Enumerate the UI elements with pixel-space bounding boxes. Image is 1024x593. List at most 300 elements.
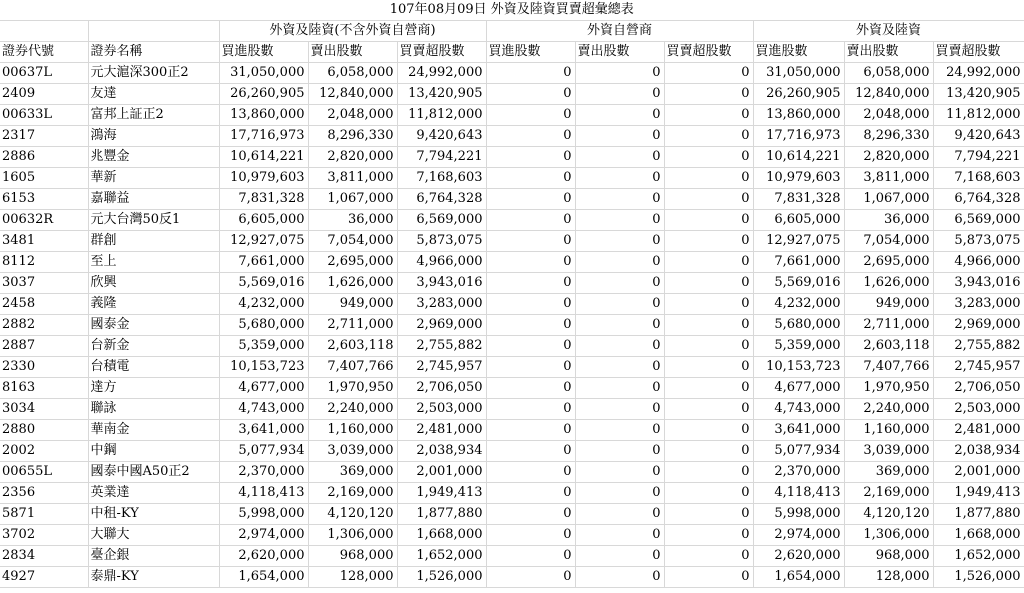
- cell-value: 7,168,603: [933, 168, 1024, 189]
- cell-value: 0: [575, 252, 664, 273]
- cell-value: 1,626,000: [308, 273, 397, 294]
- table-title: 107年08月09日 外資及陸資買賣超彙總表: [0, 0, 1024, 21]
- cell-value: 0: [486, 189, 575, 210]
- cell-value: 1,970,950: [844, 378, 933, 399]
- cell-code: 3034: [0, 399, 88, 420]
- cell-value: 1,067,000: [308, 189, 397, 210]
- cell-value: 0: [575, 525, 664, 546]
- cell-value: 1,652,000: [397, 546, 486, 567]
- cell-value: 2,695,000: [308, 252, 397, 273]
- cell-value: 0: [486, 105, 575, 126]
- cell-value: 2,745,957: [397, 357, 486, 378]
- cell-code: 4927: [0, 567, 88, 588]
- cell-value: 0: [664, 399, 753, 420]
- cell-value: 3,283,000: [933, 294, 1024, 315]
- cell-value: 31,050,000: [753, 63, 844, 84]
- cell-value: 6,569,000: [397, 210, 486, 231]
- table-row: [0, 420, 1024, 441]
- table-row: [0, 462, 1024, 483]
- cell-value: 10,153,723: [219, 357, 308, 378]
- cell-name: 至上: [88, 252, 219, 273]
- cell-value: 1,067,000: [844, 189, 933, 210]
- cell-name: 台積電: [88, 357, 219, 378]
- cell-value: 13,420,905: [397, 84, 486, 105]
- cell-value: 1,526,000: [933, 567, 1024, 588]
- cell-value: 4,232,000: [753, 294, 844, 315]
- cell-name: 嘉聯益: [88, 189, 219, 210]
- table-row: [0, 525, 1024, 546]
- cell-value: 13,860,000: [753, 105, 844, 126]
- cell-value: 17,716,973: [219, 126, 308, 147]
- table-row: [0, 105, 1024, 126]
- cell-value: 2,711,000: [308, 315, 397, 336]
- cell-value: 1,949,413: [933, 483, 1024, 504]
- cell-value: 0: [575, 399, 664, 420]
- cell-value: 0: [575, 357, 664, 378]
- cell-code: 2330: [0, 357, 88, 378]
- cell-value: 0: [575, 63, 664, 84]
- cell-value: 128,000: [308, 567, 397, 588]
- cell-value: 0: [486, 147, 575, 168]
- cell-code: 6153: [0, 189, 88, 210]
- cell-code: 2409: [0, 84, 88, 105]
- table-row: [0, 63, 1024, 84]
- group-spacer: [88, 21, 219, 42]
- cell-value: 2,481,000: [933, 420, 1024, 441]
- cell-value: 2,603,118: [308, 336, 397, 357]
- cell-value: 6,058,000: [844, 63, 933, 84]
- cell-name: 元大滬深300正2: [88, 63, 219, 84]
- cell-value: 4,966,000: [933, 252, 1024, 273]
- group-header-total: 外資及陸資: [753, 21, 1024, 42]
- table-row: [0, 336, 1024, 357]
- cell-value: 0: [575, 210, 664, 231]
- cell-value: 0: [664, 294, 753, 315]
- cell-value: 5,359,000: [219, 336, 308, 357]
- cell-value: 12,927,075: [753, 231, 844, 252]
- cell-value: 24,992,000: [933, 63, 1024, 84]
- table-row: [0, 231, 1024, 252]
- cell-value: 3,283,000: [397, 294, 486, 315]
- cell-value: 4,677,000: [753, 378, 844, 399]
- cell-value: 369,000: [308, 462, 397, 483]
- group-header-foreign-excl: 外資及陸資(不含外資自營商): [219, 21, 486, 42]
- cell-name: 友達: [88, 84, 219, 105]
- cell-value: 0: [664, 378, 753, 399]
- cell-name: 欣興: [88, 273, 219, 294]
- cell-name: 台新金: [88, 336, 219, 357]
- cell-value: 0: [486, 126, 575, 147]
- cell-value: 6,764,328: [933, 189, 1024, 210]
- cell-value: 2,969,000: [933, 315, 1024, 336]
- column-header-row: [0, 42, 1024, 63]
- cell-value: 0: [486, 378, 575, 399]
- cell-value: 0: [486, 462, 575, 483]
- cell-value: 5,569,016: [219, 273, 308, 294]
- cell-value: 10,979,603: [753, 168, 844, 189]
- cell-value: 10,614,221: [219, 147, 308, 168]
- cell-value: 11,812,000: [397, 105, 486, 126]
- cell-value: 6,605,000: [219, 210, 308, 231]
- cell-value: 1,306,000: [308, 525, 397, 546]
- cell-value: 0: [486, 504, 575, 525]
- cell-value: 2,745,957: [933, 357, 1024, 378]
- cell-value: 2,503,000: [933, 399, 1024, 420]
- cell-value: 9,420,643: [933, 126, 1024, 147]
- cell-value: 0: [664, 231, 753, 252]
- cell-value: 3,811,000: [844, 168, 933, 189]
- cell-code: 2834: [0, 546, 88, 567]
- cell-value: 17,716,973: [753, 126, 844, 147]
- cell-value: 2,695,000: [844, 252, 933, 273]
- cell-code: 2317: [0, 126, 88, 147]
- cell-value: 0: [486, 252, 575, 273]
- cell-value: 2,240,000: [308, 399, 397, 420]
- cell-value: 1,877,880: [933, 504, 1024, 525]
- cell-name: 華南金: [88, 420, 219, 441]
- cell-value: 1,526,000: [397, 567, 486, 588]
- cell-value: 0: [664, 126, 753, 147]
- cell-value: 4,743,000: [219, 399, 308, 420]
- cell-code: 3037: [0, 273, 88, 294]
- column-header: 買進股數: [753, 42, 844, 63]
- cell-code: 5871: [0, 504, 88, 525]
- cell-value: 1,652,000: [933, 546, 1024, 567]
- cell-name: 中鋼: [88, 441, 219, 462]
- cell-value: 4,118,413: [753, 483, 844, 504]
- cell-value: 3,039,000: [844, 441, 933, 462]
- cell-value: 0: [486, 420, 575, 441]
- cell-value: 0: [664, 210, 753, 231]
- cell-value: 0: [575, 189, 664, 210]
- cell-value: 0: [664, 84, 753, 105]
- table-row: [0, 168, 1024, 189]
- column-header: 買進股數: [219, 42, 308, 63]
- cell-value: 7,794,221: [933, 147, 1024, 168]
- cell-value: 0: [575, 483, 664, 504]
- column-header: 證券代號: [0, 42, 88, 63]
- table-row: [0, 126, 1024, 147]
- cell-name: 國泰中國A50正2: [88, 462, 219, 483]
- cell-name: 達方: [88, 378, 219, 399]
- cell-value: 5,998,000: [753, 504, 844, 525]
- cell-code: 1605: [0, 168, 88, 189]
- cell-value: 7,831,328: [753, 189, 844, 210]
- cell-value: 2,370,000: [219, 462, 308, 483]
- cell-value: 4,118,413: [219, 483, 308, 504]
- cell-value: 2,001,000: [933, 462, 1024, 483]
- cell-value: 0: [664, 105, 753, 126]
- cell-name: 臺企銀: [88, 546, 219, 567]
- cell-code: 2458: [0, 294, 88, 315]
- cell-value: 12,840,000: [844, 84, 933, 105]
- cell-value: 0: [664, 63, 753, 84]
- cell-value: 1,654,000: [219, 567, 308, 588]
- cell-name: 鴻海: [88, 126, 219, 147]
- cell-value: 0: [486, 546, 575, 567]
- cell-value: 1,668,000: [933, 525, 1024, 546]
- cell-value: 0: [575, 273, 664, 294]
- cell-value: 0: [575, 84, 664, 105]
- cell-value: 2,711,000: [844, 315, 933, 336]
- cell-value: 2,820,000: [308, 147, 397, 168]
- cell-value: 2,820,000: [844, 147, 933, 168]
- cell-value: 3,641,000: [753, 420, 844, 441]
- cell-value: 0: [486, 315, 575, 336]
- cell-value: 2,481,000: [397, 420, 486, 441]
- cell-value: 0: [575, 462, 664, 483]
- cell-value: 7,054,000: [308, 231, 397, 252]
- cell-value: 2,755,882: [397, 336, 486, 357]
- cell-value: 0: [486, 357, 575, 378]
- cell-value: 7,661,000: [219, 252, 308, 273]
- cell-value: 5,873,075: [397, 231, 486, 252]
- cell-value: 4,677,000: [219, 378, 308, 399]
- cell-value: 5,569,016: [753, 273, 844, 294]
- cell-value: 36,000: [308, 210, 397, 231]
- cell-value: 2,603,118: [844, 336, 933, 357]
- cell-code: 2356: [0, 483, 88, 504]
- cell-name: 兆豐金: [88, 147, 219, 168]
- cell-value: 0: [575, 126, 664, 147]
- cell-value: 0: [486, 336, 575, 357]
- cell-value: 3,811,000: [308, 168, 397, 189]
- column-header: 買賣超股數: [664, 42, 753, 63]
- table-row: [0, 567, 1024, 588]
- cell-value: 0: [664, 147, 753, 168]
- cell-value: 2,620,000: [219, 546, 308, 567]
- table-body: [0, 63, 1024, 588]
- cell-value: 2,370,000: [753, 462, 844, 483]
- cell-value: 0: [575, 231, 664, 252]
- cell-value: 2,240,000: [844, 399, 933, 420]
- table-row: [0, 189, 1024, 210]
- cell-value: 0: [575, 147, 664, 168]
- cell-code: 8112: [0, 252, 88, 273]
- cell-value: 2,620,000: [753, 546, 844, 567]
- cell-value: 0: [664, 567, 753, 588]
- cell-value: 2,974,000: [753, 525, 844, 546]
- cell-code: 2882: [0, 315, 88, 336]
- cell-value: 2,001,000: [397, 462, 486, 483]
- cell-value: 0: [486, 294, 575, 315]
- table-row: [0, 399, 1024, 420]
- cell-value: 3,641,000: [219, 420, 308, 441]
- cell-value: 0: [575, 315, 664, 336]
- cell-value: 0: [486, 84, 575, 105]
- cell-value: 5,998,000: [219, 504, 308, 525]
- cell-value: 26,260,905: [219, 84, 308, 105]
- cell-name: 富邦上証正2: [88, 105, 219, 126]
- cell-value: 1,160,000: [844, 420, 933, 441]
- cell-value: 7,168,603: [397, 168, 486, 189]
- cell-value: 0: [486, 63, 575, 84]
- cell-code: 2002: [0, 441, 88, 462]
- cell-value: 2,503,000: [397, 399, 486, 420]
- cell-value: 968,000: [844, 546, 933, 567]
- cell-value: 0: [664, 189, 753, 210]
- cell-value: 6,058,000: [308, 63, 397, 84]
- cell-value: 7,661,000: [753, 252, 844, 273]
- cell-value: 3,039,000: [308, 441, 397, 462]
- cell-name: 大聯大: [88, 525, 219, 546]
- table-row: [0, 84, 1024, 105]
- table-row: [0, 378, 1024, 399]
- column-header: 買進股數: [486, 42, 575, 63]
- cell-value: 0: [664, 483, 753, 504]
- cell-value: 2,169,000: [844, 483, 933, 504]
- cell-value: 0: [486, 231, 575, 252]
- cell-value: 12,927,075: [219, 231, 308, 252]
- cell-value: 11,812,000: [933, 105, 1024, 126]
- cell-value: 0: [664, 420, 753, 441]
- cell-code: 8163: [0, 378, 88, 399]
- cell-value: 8,296,330: [844, 126, 933, 147]
- cell-value: 0: [664, 273, 753, 294]
- column-header: 賣出股數: [844, 42, 933, 63]
- cell-value: 0: [486, 525, 575, 546]
- table-row: [0, 294, 1024, 315]
- cell-value: 0: [575, 378, 664, 399]
- cell-value: 0: [664, 462, 753, 483]
- cell-value: 2,755,882: [933, 336, 1024, 357]
- cell-value: 10,979,603: [219, 168, 308, 189]
- cell-value: 0: [664, 336, 753, 357]
- cell-value: 7,407,766: [308, 357, 397, 378]
- table-row: [0, 546, 1024, 567]
- cell-value: 1,626,000: [844, 273, 933, 294]
- cell-value: 0: [486, 168, 575, 189]
- table-row: [0, 273, 1024, 294]
- cell-value: 3,943,016: [933, 273, 1024, 294]
- cell-value: 2,169,000: [308, 483, 397, 504]
- group-spacer: [0, 21, 88, 42]
- cell-code: 3481: [0, 231, 88, 252]
- column-header: 賣出股數: [308, 42, 397, 63]
- cell-name: 國泰金: [88, 315, 219, 336]
- cell-value: 5,680,000: [753, 315, 844, 336]
- cell-value: 13,860,000: [219, 105, 308, 126]
- cell-value: 0: [664, 441, 753, 462]
- cell-value: 10,153,723: [753, 357, 844, 378]
- cell-value: 5,077,934: [219, 441, 308, 462]
- cell-value: 0: [575, 168, 664, 189]
- table-row: [0, 252, 1024, 273]
- cell-value: 0: [575, 567, 664, 588]
- cell-code: 00655L: [0, 462, 88, 483]
- cell-value: 0: [664, 357, 753, 378]
- cell-value: 1,306,000: [844, 525, 933, 546]
- cell-value: 10,614,221: [753, 147, 844, 168]
- cell-value: 2,038,934: [397, 441, 486, 462]
- table-row: [0, 504, 1024, 525]
- cell-value: 12,840,000: [308, 84, 397, 105]
- cell-value: 7,831,328: [219, 189, 308, 210]
- cell-value: 2,706,050: [397, 378, 486, 399]
- cell-value: 26,260,905: [753, 84, 844, 105]
- cell-value: 0: [664, 546, 753, 567]
- cell-code: 2880: [0, 420, 88, 441]
- cell-value: 0: [575, 504, 664, 525]
- cell-value: 4,120,120: [844, 504, 933, 525]
- cell-code: 00637L: [0, 63, 88, 84]
- cell-value: 949,000: [844, 294, 933, 315]
- cell-value: 0: [486, 483, 575, 504]
- cell-value: 24,992,000: [397, 63, 486, 84]
- cell-value: 128,000: [844, 567, 933, 588]
- cell-value: 36,000: [844, 210, 933, 231]
- cell-value: 0: [486, 210, 575, 231]
- table-row: [0, 483, 1024, 504]
- cell-value: 1,949,413: [397, 483, 486, 504]
- cell-value: 4,743,000: [753, 399, 844, 420]
- cell-value: 2,048,000: [844, 105, 933, 126]
- cell-value: 2,038,934: [933, 441, 1024, 462]
- cell-value: 0: [575, 336, 664, 357]
- table-row: [0, 315, 1024, 336]
- cell-value: 6,764,328: [397, 189, 486, 210]
- cell-value: 0: [486, 441, 575, 462]
- cell-value: 6,605,000: [753, 210, 844, 231]
- cell-value: 0: [664, 168, 753, 189]
- cell-value: 1,877,880: [397, 504, 486, 525]
- cell-name: 英業達: [88, 483, 219, 504]
- cell-name: 義隆: [88, 294, 219, 315]
- cell-code: 2887: [0, 336, 88, 357]
- cell-value: 0: [575, 420, 664, 441]
- cell-value: 0: [486, 399, 575, 420]
- column-header: 證券名稱: [88, 42, 219, 63]
- cell-value: 9,420,643: [397, 126, 486, 147]
- cell-name: 群創: [88, 231, 219, 252]
- cell-value: 5,873,075: [933, 231, 1024, 252]
- cell-value: 2,048,000: [308, 105, 397, 126]
- cell-value: 2,974,000: [219, 525, 308, 546]
- cell-value: 968,000: [308, 546, 397, 567]
- cell-value: 4,232,000: [219, 294, 308, 315]
- cell-value: 13,420,905: [933, 84, 1024, 105]
- cell-value: 4,966,000: [397, 252, 486, 273]
- cell-value: 0: [664, 504, 753, 525]
- column-header: 賣出股數: [575, 42, 664, 63]
- table-row: [0, 357, 1024, 378]
- cell-code: 2886: [0, 147, 88, 168]
- column-header: 買賣超股數: [933, 42, 1024, 63]
- group-header-dealer: 外資自營商: [486, 21, 753, 42]
- cell-value: 8,296,330: [308, 126, 397, 147]
- table-row: [0, 147, 1024, 168]
- cell-value: 0: [575, 441, 664, 462]
- cell-value: 7,054,000: [844, 231, 933, 252]
- cell-value: 2,706,050: [933, 378, 1024, 399]
- cell-value: 7,794,221: [397, 147, 486, 168]
- cell-name: 泰鼎-KY: [88, 567, 219, 588]
- cell-value: 0: [575, 294, 664, 315]
- cell-value: 7,407,766: [844, 357, 933, 378]
- cell-value: 5,077,934: [753, 441, 844, 462]
- cell-name: 元大台灣50反1: [88, 210, 219, 231]
- cell-value: 0: [575, 105, 664, 126]
- cell-name: 聯詠: [88, 399, 219, 420]
- cell-value: 1,160,000: [308, 420, 397, 441]
- cell-value: 5,359,000: [753, 336, 844, 357]
- cell-value: 0: [664, 315, 753, 336]
- cell-value: 1,970,950: [308, 378, 397, 399]
- cell-code: 00632R: [0, 210, 88, 231]
- cell-code: 3702: [0, 525, 88, 546]
- cell-value: 5,680,000: [219, 315, 308, 336]
- cell-value: 0: [486, 567, 575, 588]
